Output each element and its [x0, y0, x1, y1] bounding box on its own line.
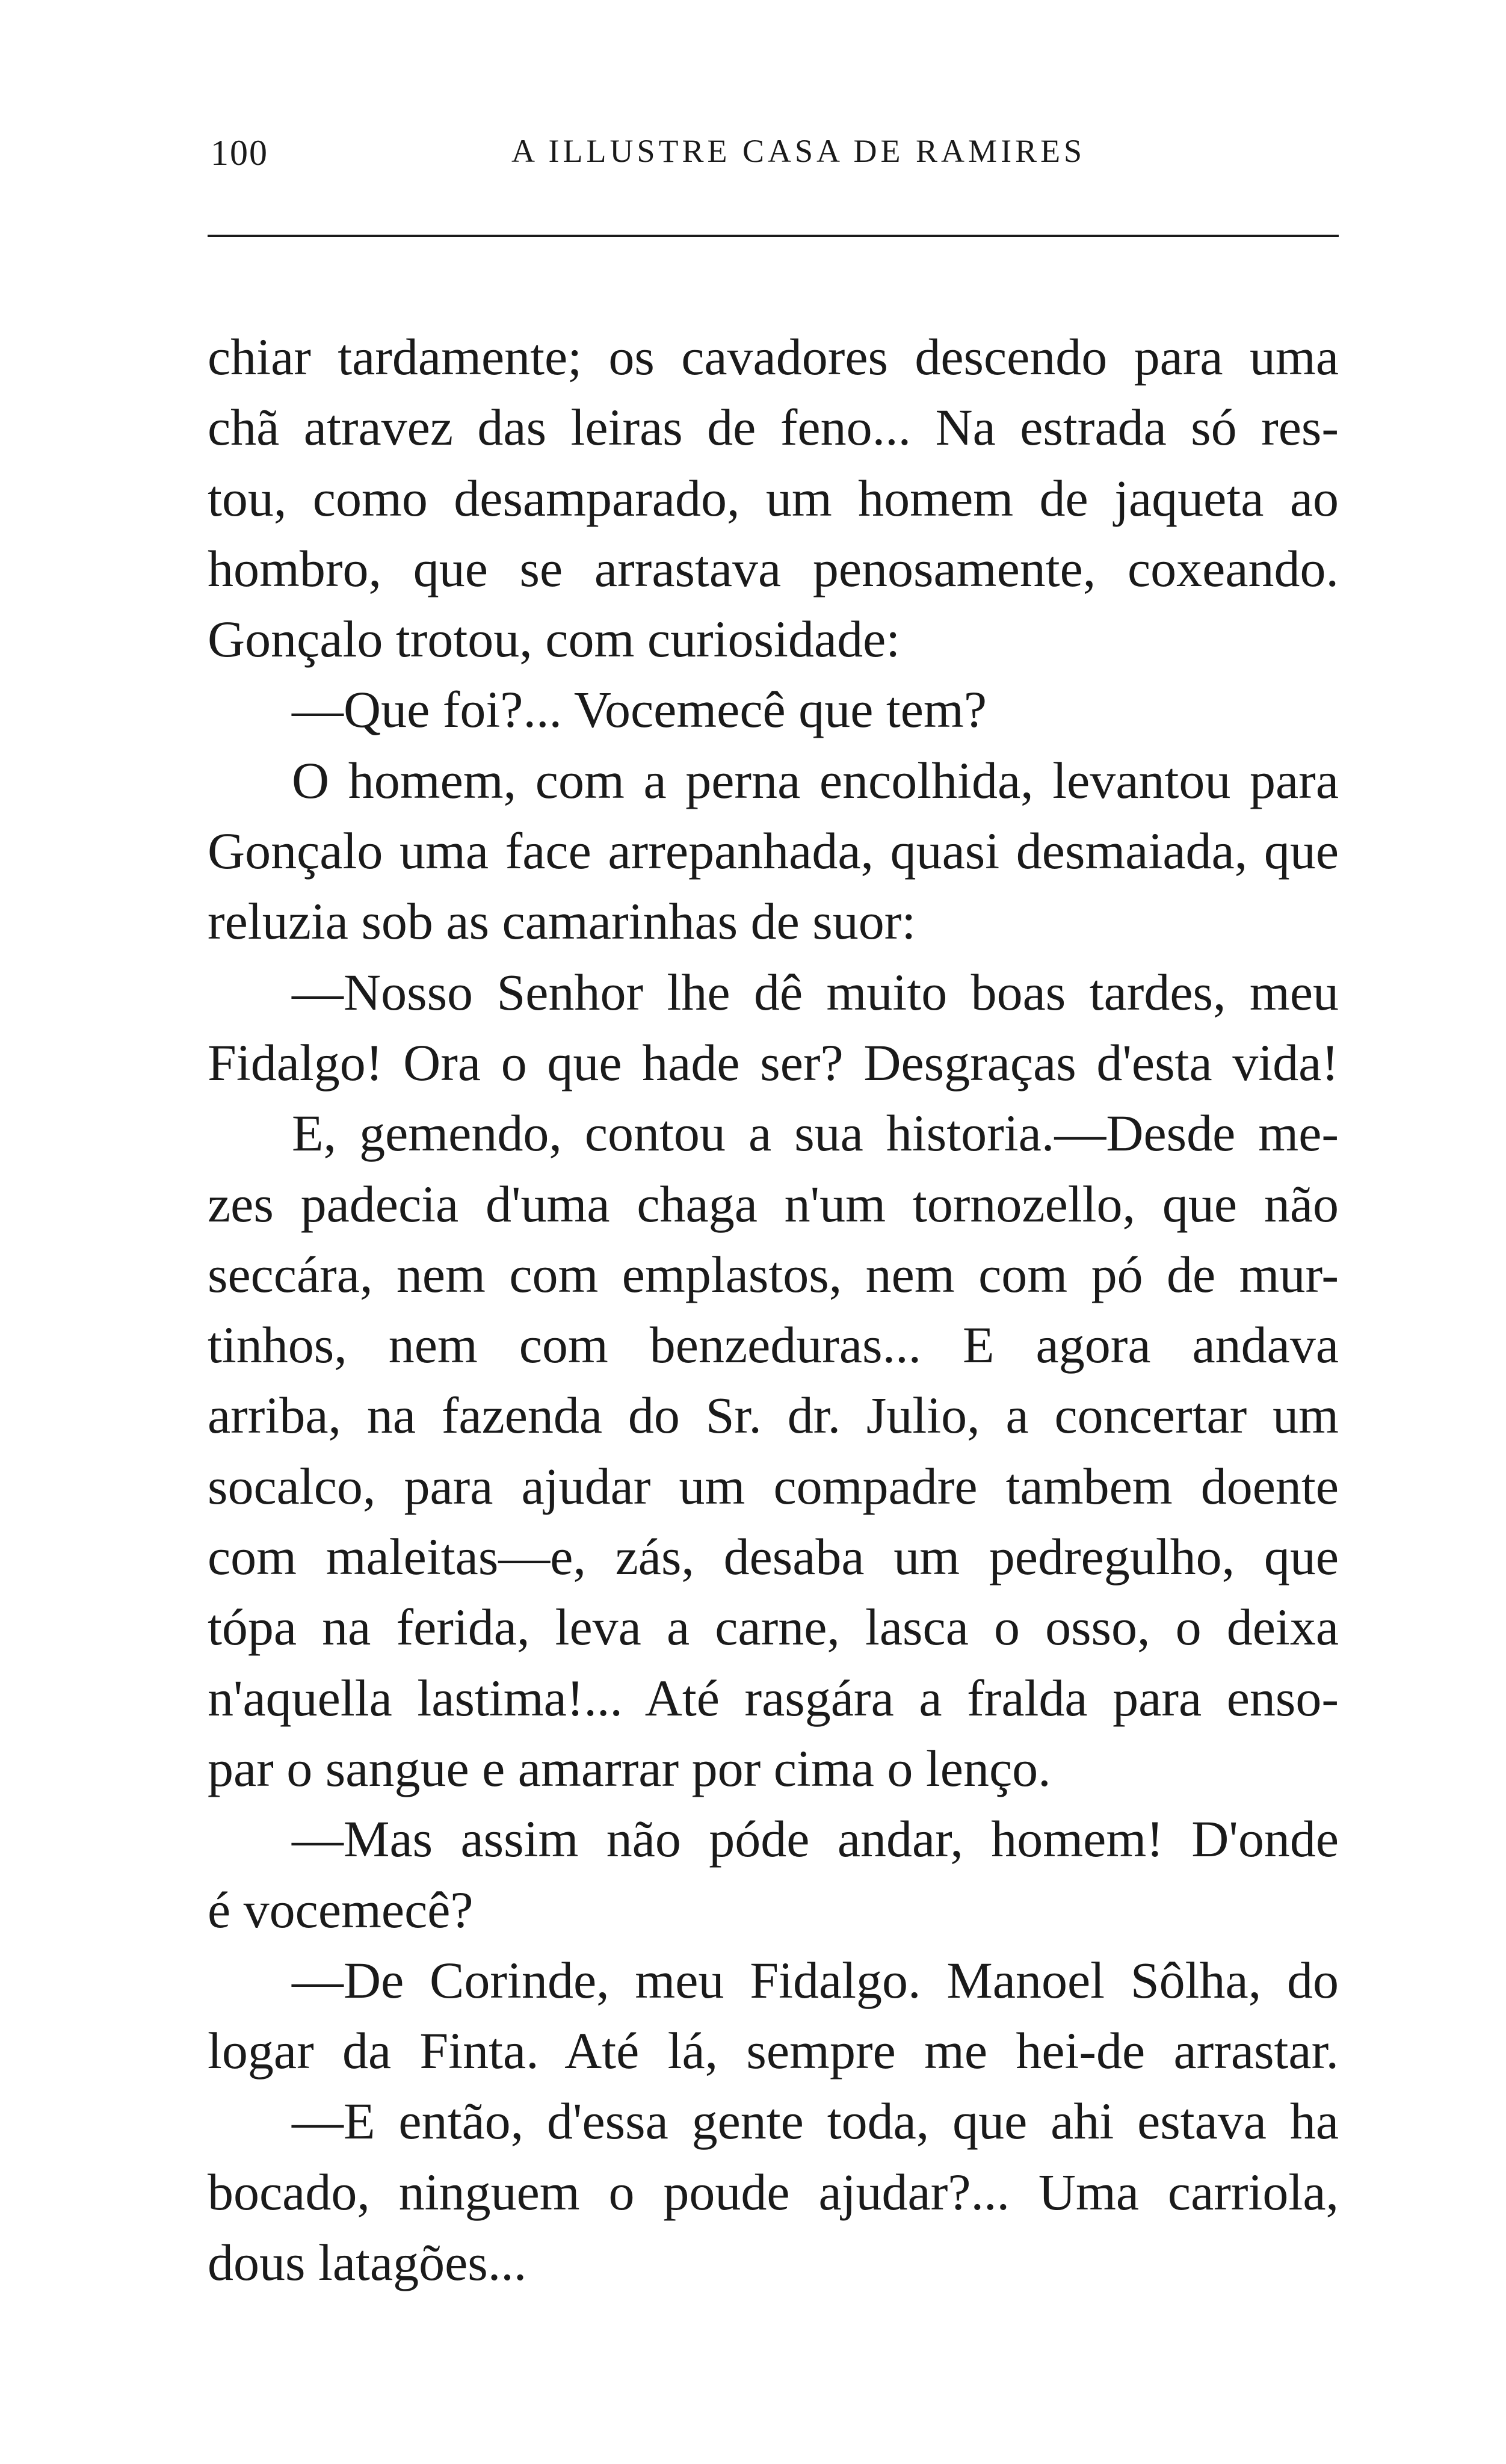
text-line: hombro, que se arrastava penosamente, coxeando. [208, 539, 1339, 597]
text-line: Fidalgo! Ora o que hade ser? Desgraças d'esta vida! [208, 1033, 1339, 1092]
text-line: socalco, para ajudar um compadre tambem doente [208, 1457, 1339, 1515]
text-line: E, gemendo, contou a sua historia.—Desde me- [292, 1104, 1339, 1163]
text-line: é vocemecê? [208, 1880, 474, 1939]
text-line: logar da Finta. Até lá, sempre me hei-de arrastar. [208, 2022, 1339, 2080]
text-line: —De Corinde, meu Fidalgo. Manoel Sôlha, do [292, 1951, 1339, 2009]
text-line: dous latagões... [208, 2234, 527, 2292]
running-head [211, 132, 1324, 181]
text-line: —Que foi?... Vocemecê que tem? [292, 681, 987, 739]
text-line: zes padecia d'uma chaga n'um tornozello, que não [208, 1175, 1339, 1233]
body-text [208, 322, 1339, 2298]
text-line: tinhos, nem com benzeduras... E agora andava [208, 1316, 1339, 1374]
text-line: tou, como desamparado, um homem de jaqueta ao [208, 469, 1339, 527]
page-number: 100 [211, 133, 268, 173]
text-line: tópa na ferida, leva a carne, lasca o osso, o deixa [208, 1598, 1339, 1657]
text-line: O homem, com a perna encolhida, levantou para [292, 751, 1339, 809]
text-line: arriba, na fazenda do Sr. dr. Julio, a concertar um [208, 1386, 1339, 1445]
text-line: n'aquella lastima!... Até rasgára a fralda para enso- [208, 1669, 1339, 1727]
text-line: —Nosso Senhor lhe dê muito boas tardes, meu [292, 963, 1339, 1021]
text-line: chã atravez das leiras de feno... Na estrada só res- [208, 398, 1339, 457]
text-line: —Mas assim não póde andar, homem! D'onde [292, 1810, 1339, 1868]
text-line: chiar tardamente; os cavadores descendo para uma [208, 328, 1339, 386]
text-line: reluzia sob as camarinhas de suor: [208, 892, 916, 951]
text-line: Gonçalo uma face arrepanhada, quasi desmaiada, que [208, 822, 1339, 880]
text-line: par o sangue e amarrar por cima o lenço. [208, 1739, 1051, 1797]
book-title: A ILLUSTRE CASA DE RAMIRES [511, 133, 1086, 169]
text-line: com maleitas—e, zás, desaba um pedregulho, que [208, 1528, 1339, 1586]
text-line: seccára, nem com emplastos, nem com pó de mur- [208, 1245, 1339, 1303]
text-line: Gonçalo trotou, com curiosidade: [208, 610, 901, 668]
text-line: bocado, ninguem o poude ajudar?... Uma carriola, [208, 2163, 1339, 2221]
text-line: —E então, d'essa gente toda, que ahi estava ha [292, 2092, 1339, 2151]
header-rule [208, 235, 1339, 237]
